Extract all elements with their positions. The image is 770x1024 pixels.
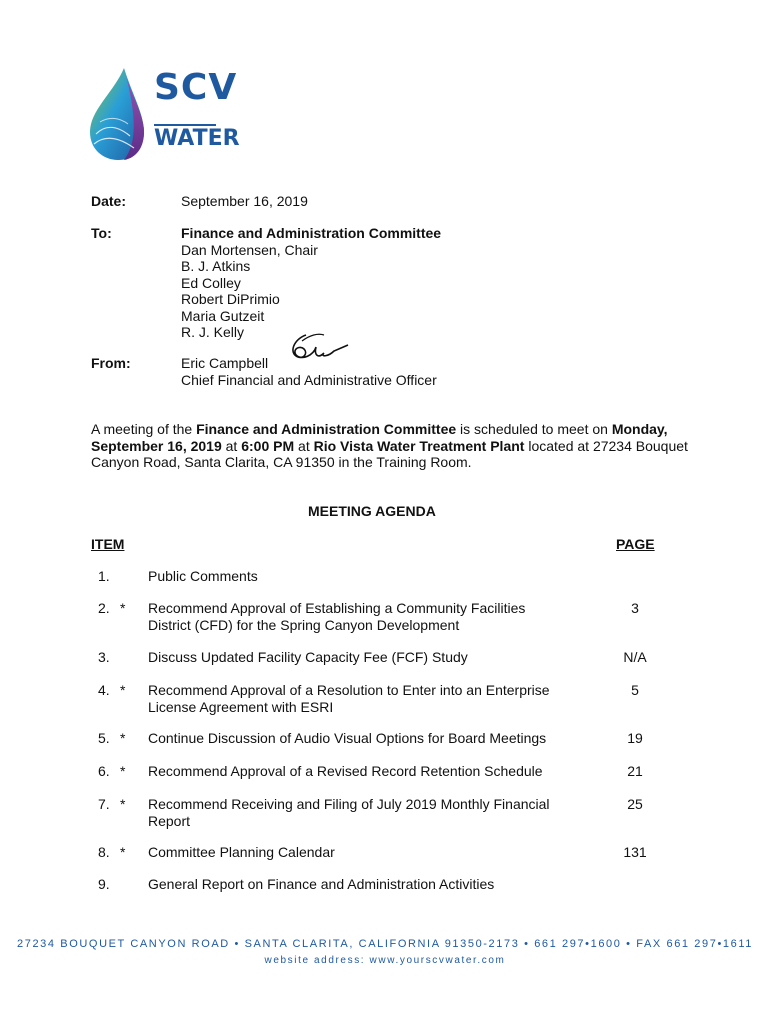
item-description: Continue Discussion of Audio Visual Options for Board Meetings (148, 730, 547, 746)
item-number: 5. (98, 730, 110, 746)
meeting-notice (91, 421, 691, 471)
item-page: 25 (627, 796, 643, 812)
to-label: To: (91, 225, 112, 241)
date-label: Date: (91, 193, 127, 209)
item-number: 9. (98, 876, 110, 892)
from-title: Chief Financial and Administrative Officer (181, 371, 437, 388)
item-column-header: ITEM (91, 536, 125, 552)
item-description: Recommend Approval of Establishing a Community Facilities District (CFD) for the Spring Canyon Development (148, 600, 526, 633)
notice-location: Rio Vista Water Treatment Plant (313, 437, 525, 454)
notice-text: is scheduled to meet on (456, 421, 612, 437)
to-member: Maria Gutzeit (181, 307, 265, 324)
page-column-header: PAGE (616, 536, 655, 552)
item-page: 19 (627, 730, 643, 746)
agenda-title: MEETING AGENDA (308, 503, 436, 519)
item-description: Recommend Approval of a Revised Record Retention Schedule (148, 763, 543, 779)
to-member: Dan Mortensen, Chair (181, 241, 318, 258)
item-star: * (120, 730, 126, 746)
date-value: September 16, 2019 (181, 193, 308, 209)
to-member: Robert DiPrimio (181, 291, 280, 307)
notice-text: located at 27234 Bouquet Canyon Road, Santa Clarita, CA 91350 in the Training Room. (91, 437, 688, 470)
water-drop-icon (84, 64, 148, 164)
notice-date: Monday, September 16, 2019 (91, 421, 668, 454)
to-member: B. J. Atkins (181, 258, 251, 274)
to-committee: Finance and Administration Committee (181, 225, 442, 241)
item-number: 1. (98, 568, 110, 584)
item-number: 3. (98, 649, 110, 665)
from-label: From: (91, 355, 131, 371)
item-star: * (120, 682, 126, 698)
item-star: * (120, 796, 126, 812)
item-page: 21 (627, 763, 643, 779)
notice-text: A meeting of the (91, 421, 197, 437)
item-description: Discuss Updated Facility Capacity Fee (FCF) Study (148, 649, 468, 665)
to-member: R. J. Kelly (181, 324, 245, 340)
scv-water-logo (84, 64, 240, 164)
item-description: Recommend Receiving and Filing of July 2019 Monthly Financial Report (148, 796, 550, 829)
item-page: 3 (631, 600, 639, 616)
item-star: * (120, 600, 126, 616)
to-member: Ed Colley (181, 274, 241, 291)
footer-website: website address: www.yourscvwater.com (264, 955, 506, 966)
item-page: 5 (631, 682, 639, 698)
footer-address: 27234 BOUQUET CANYON ROAD • SANTA CLARITA, CALIFORNIA 91350-2173 • 661 297•1600 • FAX 661 297•1611 (17, 938, 753, 950)
item-number: 6. (98, 763, 110, 779)
item-description: General Report on Finance and Administration Activities (148, 876, 495, 892)
notice-time: 6:00 PM (241, 437, 295, 454)
item-description: Recommend Approval of a Resolution to Enter into an Enterprise License Agreement with ESRI (148, 682, 550, 715)
logo-wordmark (154, 68, 237, 108)
item-star: * (120, 844, 126, 860)
item-page: N/A (623, 649, 647, 665)
item-description: Public Comments (148, 568, 258, 584)
from-name: Eric Campbell (181, 355, 269, 371)
item-page: 131 (623, 844, 647, 860)
logo-water-text: WATER (154, 126, 240, 151)
notice-committee: Finance and Administration Committee (196, 421, 457, 437)
notice-text: at (221, 437, 242, 454)
item-number: 2. (98, 600, 110, 616)
notice-text: at (294, 437, 314, 454)
item-description: Committee Planning Calendar (148, 844, 335, 860)
item-star: * (120, 763, 126, 779)
signature-image (284, 327, 350, 367)
logo-scv-text: SCV (154, 67, 238, 108)
item-number: 8. (98, 844, 110, 860)
item-number: 7. (98, 796, 110, 812)
item-number: 4. (98, 682, 110, 698)
